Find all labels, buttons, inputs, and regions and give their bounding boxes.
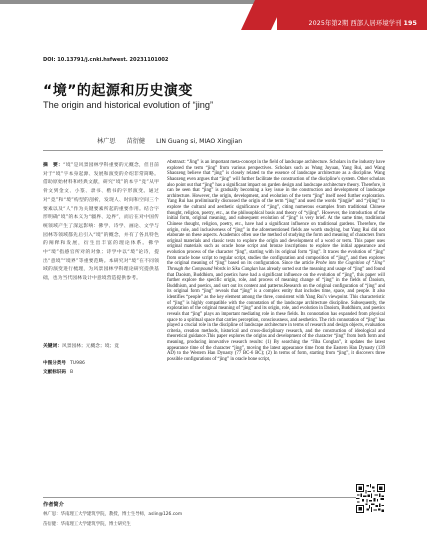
article-title-en: The origin and historical evolution of “jing” [43,100,214,110]
article-title-cn: “境”的起源和历史演变 [43,83,193,99]
footer-divider [43,497,383,498]
author-names-en: LIN Guang si, MIAO Xingjian [156,138,243,145]
classification-value: TU986 [69,361,85,366]
abstract-cn [43,162,159,284]
abstract-en-label: Abstract: [167,160,186,165]
author-line [97,136,251,145]
journal-issue: 2025年第2期 西部人居环境学刊 [308,20,402,27]
document-code-value: B [69,370,74,375]
author-info-line-1: 林广思：华南理工大学建筑学院，教授，博士生导师，aslin@126.com [43,512,183,517]
abstract-cn-text: “境”是风景园林学科重要的元概念，但目前对于“境”字本身起源、发展和演变的介绍非常简略。借助原始材料和经典文献，研究“境”的本字“竟”从甲骨文到金文、小篆、隶书、楷书的字形演变。通过对“竟”和“境”构型的剖析，发现人、时间和空间三个要素以及“人”作为关键要素所起的重要作用。结合字形明确“境”的本义为“疆界、边界”，而后在对中国传统领域产生了深远影响：佛学、诗学、画论、文学与园林等领域都先后引入“境”的概念，并有了各具特色的阐释和发展，衍生出丰富的理论体系。佛学中“境”指感官所对的对象；诗学中以“境”论诗，提出“意境”“境界”等重要范畴。本研究对“境”在不同领域的演变进行梳理，为风景园林学科理论研究提供基础，也为当代园林设计中意境营造提供参考。 [43,163,159,282]
abstract-en-text-1: “Jing” is an important meta-concept in the field of landscape architecture. Scholars in the industry have explored the term “jing” from various perspectives. Scholars such as Wang Juyuan, Yang Rui, and Wang Shaozeng believe that “jing” is closely related to the essence of landscape architecture as a discipline. Wang Shaozeng even argues that “jing” will further facilitate the construction of the discipline’s system. Other scholars also point out that “jing” has a significant impact on garden design and landscape architecture theory. Therefore, it can be seen that “jing” is gradually becoming a key issue in the construction and development of landscape architecture. However, the origin, development, and evolution of the term “jing” itself need further exploration. Yang Rui has preliminarily discussed the origin of the term “jing” and used the words “jingjie” and “yijing” to explore the cultural and aesthetic significance of “jing”, citing numerous examples from traditional Chinese thought, religion, poetry, etc., as the philosophical basis and theory of “yijing”. However, the introduction of the initial form, original meaning, and subsequent evolution of “jing” is very brief. At the same time, traditional Chinese thought, religion, poetry, etc., have had a significant influence on traditional gardens. Therefore, the origin, role, and inclusiveness of “jing” in the aforementioned fields are worth studying, but Yang Rui did not elaborate on these aspects. Academics often use the method of studying the form and meaning of characters from original materials and classic texts to explore the origin and development of a word or term. This paper uses original materials such as oracle bone script and bronze inscriptions to explore the initial appearance and evolution process of the character “jing”, starting with its original form “jing”. It traces the evolution of “jing” from oracle bone script to regular script, studies the configuration and composition of “jing”, and then explores the original meaning of “jing” based on its configuration. Since the article [167,160,386,267]
abstract-en-cited-title: Probe into the Cognition of “Jing” Through the Compound Words in Siku Canglan [167,261,385,272]
doi[interactable]: DOI: 10.13791/j.cnki.hsfwest. 20231101002 [43,57,169,63]
header-band [0,0,427,30]
author-name-2: 苗衍健 [126,138,146,145]
qr-code-icon[interactable] [356,484,385,513]
abstract-en [167,160,385,363]
classification-number [43,360,159,366]
header-grey-bar [0,0,290,4]
keywords-cn-text: 风景园林；元概念；境；竟 [62,344,120,349]
document-code [43,369,159,375]
document-code-label: 文献标识码 [43,370,66,375]
classification-label: 中图分类号 [43,361,66,366]
header-divider [43,150,383,151]
running-head [309,18,417,27]
author-info-line-2: 苗衍健：华南理工大学建筑学院，博士研究生 [43,522,131,527]
abstract-cn-label: 摘 要： [43,163,64,168]
abstract-en-text-2: has already sorted out the meaning and usage of “jing” and found that Daoism, Buddhism, and poetics have had a significant influence on the evolution of “jing”, this paper will further explore the specific origin, role, and process of meaning change of “jing” in the fields of Daoism, Buddhism, and poetics, and sort out its content and patterns.Research on the original configuration of “jing” and its original form “jing” reveals that “jing” is a complex entity that includes time, space, and people. It also identifies “people” as the key element among the three, consistent with Yang Rui’s viewpoint. This characteristic of “jing” is highly compatible with the connotation of the landscape architecture discipline. Subsequently, the exploration of the original meaning of “jing” and its origin, role, and evolution in Daoism, Buddhism, and poetics reveals that “jing” plays an important mediating role in these fields. Its connotation has expanded from physical space to a spiritual space that carries perception, consciousness, and aesthetics. The rich connotation of “jing” has played a crucial role in the discipline of landscape architecture in terms of research and design objects, evaluation criteria, creation methods, historical and cross-disciplinary research, and the construction of ideological and theoretical guidance.This paper explores the origins and development of the character “jing” from both form and meaning, producing innovative research results: (1) By searching the “Jiba Conglan”, it updates the latest appearance time of the character “jing”, moving the latest appearance time from the Eastern Han Dynasty (139 AD) to the Western Han Dynasty (77 BC-6 BC); (2) In terms of form, starting from “jing”, it discovers three possible configurations of “jing” in oracle bone script, [167,266,385,362]
author-info-heading: 作者简介 [43,502,64,508]
author-name-1: 林广思 [97,138,116,145]
page-number: 195 [403,20,417,27]
keywords-cn [43,343,159,349]
keywords-cn-label: 关键词： [43,344,63,349]
